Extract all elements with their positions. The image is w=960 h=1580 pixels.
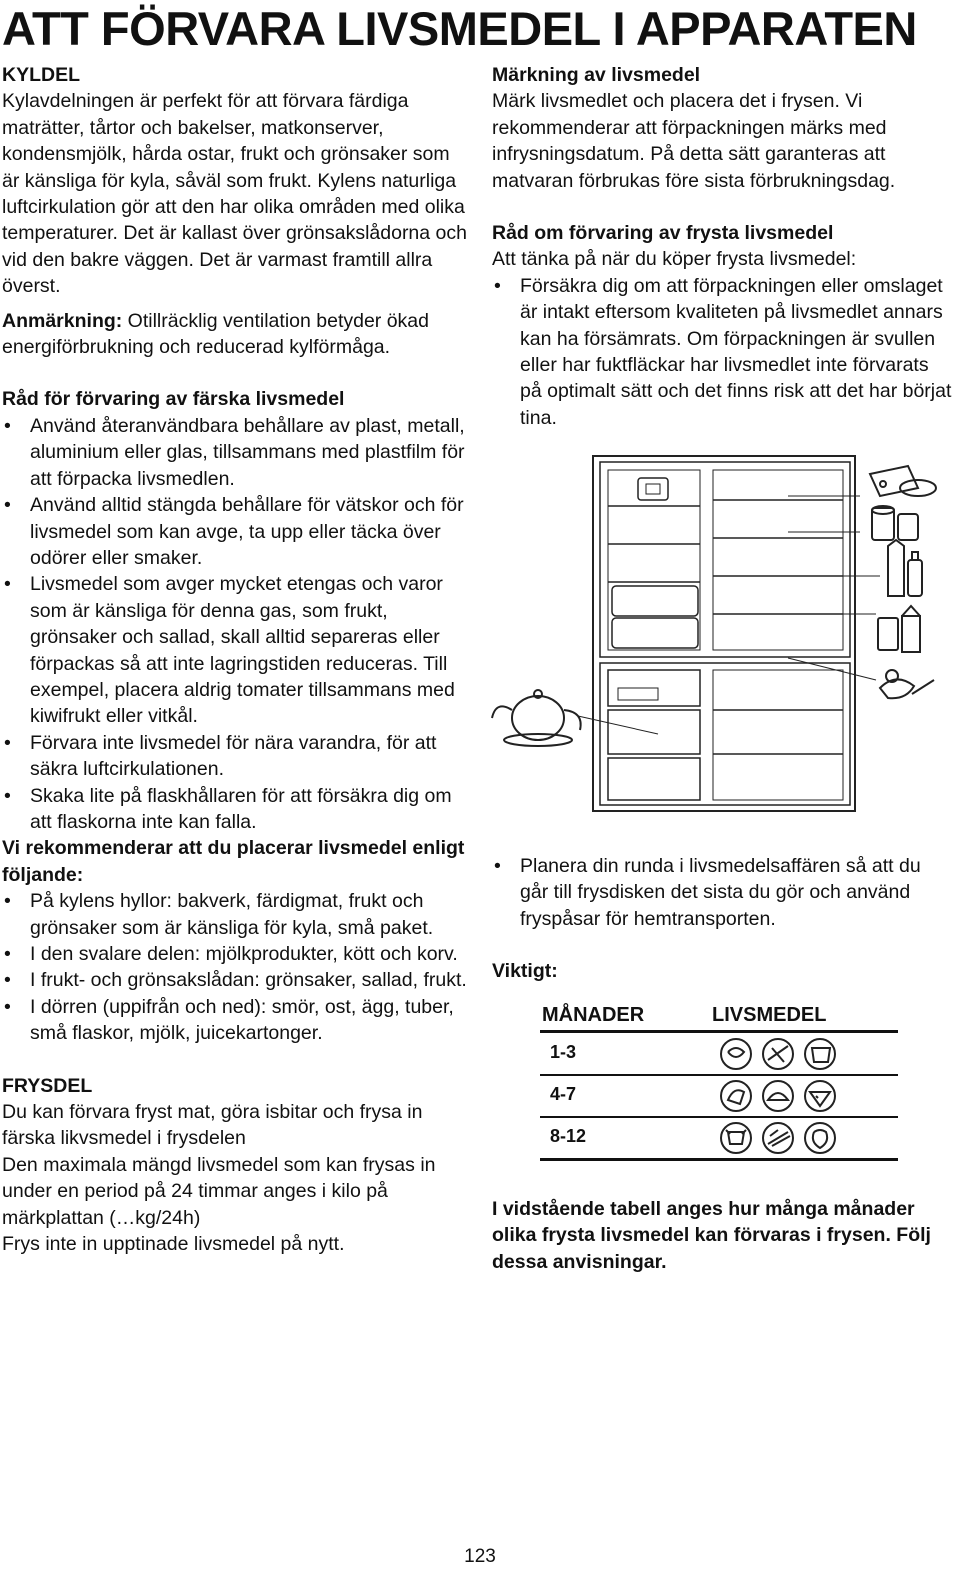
cow-icon <box>726 1130 746 1144</box>
table-caption: I vidstående tabell anges hur många månader olika frysta livsmedel kan förvaras i frysen. Följ dessa anvisningar. <box>492 1198 931 1273</box>
right-column <box>492 62 954 431</box>
food-icons <box>718 1120 848 1156</box>
bread-icon <box>812 1048 830 1062</box>
months-cell: 8-12 <box>550 1126 587 1146</box>
list-item: • Försäkra dig om att förpackningen eller omslaget är intakt eftersom kvaliteten på livsmedlet annars kan ha försämrats. Om förpackningen är svullen eller har fuktfläckar har livsmedlet inte förvarats på optimalt sätt och det finns risk att det har börjat tina. <box>492 273 954 431</box>
food-icons <box>718 1078 848 1114</box>
pizza-icon <box>810 1092 830 1106</box>
teapot-icon <box>492 690 581 746</box>
left-column <box>2 62 472 1257</box>
frozen-intro: Att tänka på när du köper frysta livsmedel: <box>492 248 857 271</box>
table-row <box>540 1076 898 1116</box>
control-panel <box>638 478 668 500</box>
cheese-icon <box>870 466 936 496</box>
months-cell: 4-7 <box>550 1084 577 1104</box>
marking-heading: Märkning av livsmedel <box>492 64 701 86</box>
frozen-list-continued <box>492 853 954 932</box>
vegetables-icon <box>768 1130 790 1146</box>
fish-icon <box>768 1093 788 1100</box>
important-label: Viktigt: <box>492 960 558 982</box>
pepper-icon <box>813 1130 827 1148</box>
months-cell: 1-3 <box>550 1042 577 1062</box>
list-item: • I frukt- och grönsakslådan: grönsaker, sallad, frukt. <box>2 967 472 993</box>
kyldel-heading: KYLDEL <box>2 64 80 86</box>
poultry-icon <box>728 1090 744 1104</box>
frozen-after-list <box>492 853 954 932</box>
list-item: • Livsmedel som avger mycket etengas och varor som är känsliga för denna gas, som frukt, grönsaker och sallad, skall alltid separeras eller förpackas så att inte lagringstiden reduceras. Till exempel, placera aldrig tomater tillsammans med kiwifrukt eller vitkål. <box>2 571 472 729</box>
table-row <box>540 1118 898 1158</box>
list-item: • Skaka lite på flaskhållaren för att försäkra dig om att flaskorna inte kan falla. <box>2 783 472 836</box>
recommend-heading: Vi rekommenderar att du placerar livsmedel enligt följande: <box>2 837 465 886</box>
fish-icon <box>768 1046 788 1062</box>
page-number: 123 <box>464 1546 496 1567</box>
kyldel-note <box>2 308 472 361</box>
note-label: Anmärkning: <box>2 309 123 332</box>
food-icons <box>718 1036 848 1072</box>
frozen-heading: Råd om förvaring av frysta livsmedel <box>492 222 834 245</box>
list-item: • På kylens hyllor: bakverk, färdigmat, frukt och grönsaker som är känsliga för kyla, små paket. <box>2 888 472 941</box>
list-item: • Planera din runda i livsmedelsaffären så att du går till frysdisken det sista du gör och använd fryspåsar för hemtransporten. <box>492 853 954 932</box>
frysdel-heading: FRYSDEL <box>2 1074 93 1097</box>
table-row <box>540 1034 898 1074</box>
milk-cartons-icon <box>878 606 920 652</box>
recommend-list <box>2 888 472 1046</box>
list-item: • Använd alltid stängda behållare för vätskor och för livsmedel som kan avge, ta upp eller täcka över odörer eller smaker. <box>2 492 472 571</box>
list-item: • Förvara inte livsmedel för nära varandra, för att säkra luftcirkulationen. <box>2 730 472 783</box>
page-title: ATT FÖRVARA LIVSMEDEL I APPARATEN <box>2 2 917 55</box>
food-header: LIVSMEDEL <box>712 1004 827 1026</box>
months-header: MÅNADER <box>542 1004 645 1026</box>
fridge-illustration <box>488 448 948 820</box>
ice-cream-icon <box>728 1048 744 1057</box>
note-text: Otillräcklig ventilation betyder ökad energiförbrukning och reducerad kylförmåga. <box>2 309 430 359</box>
fresh-list <box>2 413 472 836</box>
jars-icon <box>872 506 918 540</box>
list-item: • Använd återanvändbara behållare av plast, metall, aluminium eller glas, tillsammans med plastfilm för att förpacka livsmedlen. <box>2 413 472 492</box>
frozen-list <box>492 273 954 431</box>
frysdel-line: Den maximala mängd livsmedel som kan frysas in under en period på 24 timmar anges i kilo på märkplattan (…kg/24h) <box>2 1153 436 1229</box>
frysdel-line: Du kan förvara fryst mat, göra isbitar och frysa in färska likvsmedel i frysdelen <box>2 1101 423 1150</box>
list-item: • I dörren (uppifrån och ned): smör, ost, ägg, tuber, små flaskor, mjölk, juicekartonger. <box>2 994 472 1047</box>
list-item: • I den svalare delen: mjölkprodukter, kött och korv. <box>2 941 472 967</box>
marking-body: Märk livsmedlet och placera det i frysen. Vi rekommenderar att förpackningen märks med infrysningsdatum. På detta sätt garanteras att matvaran förbrukas före sista förbrukningsdag. <box>492 90 896 192</box>
fresh-heading: Råd för förvaring av färska livsmedel <box>2 388 345 411</box>
frysdel-line: Frys inte in upptinade livsmedel på nytt. <box>2 1233 345 1256</box>
storage-table <box>540 1000 900 1162</box>
kyldel-body: Kylavdelningen är perfekt för att förvara färdiga maträtter, tårtor och bakelser, matkonserver, kondensmjölk, hårda ostar, frukt och grönsaker som är känsliga för kyla, såväl som frukt. Kylens naturliga luftcirkulation gör att den har olika områden med olika temperaturer. Det är kallast över grönsakslådorna och vid den bakre väggen. Det är varmast framtill allra överst. <box>2 90 467 298</box>
bottles-icon <box>888 540 922 596</box>
vegetables-icon <box>880 670 934 698</box>
